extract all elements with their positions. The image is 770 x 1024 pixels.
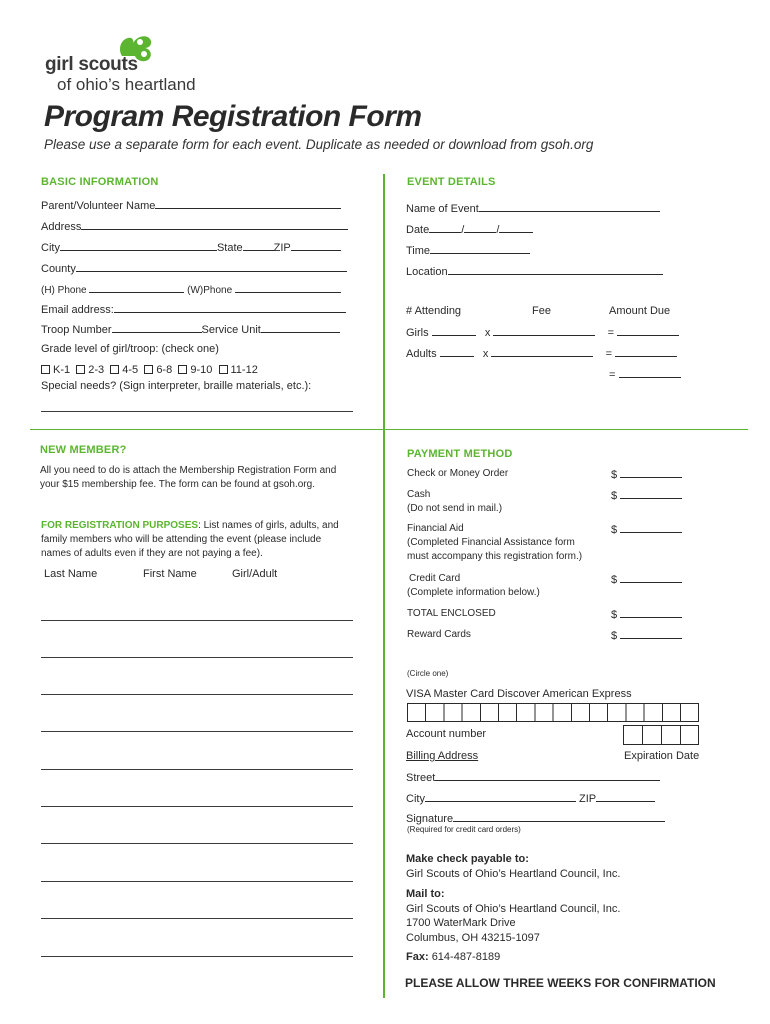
financial-aid-amount-field[interactable]: $	[611, 522, 682, 536]
payment-heading: PAYMENT METHOD	[407, 448, 513, 460]
adults-label: Adults	[406, 348, 437, 360]
financial-aid-label: Financial Aid	[407, 523, 464, 534]
phone-field[interactable]	[41, 282, 341, 296]
total-enclosed-field[interactable]: $	[611, 607, 682, 621]
parent-name-field[interactable]	[41, 198, 341, 212]
event-location-label: Location	[406, 266, 448, 278]
event-location-field[interactable]	[406, 264, 663, 278]
event-time-field[interactable]	[406, 243, 530, 257]
signature-note: (Required for credit card orders)	[407, 825, 521, 834]
card-number-boxes[interactable]	[407, 703, 699, 722]
billing-zip-label: ZIP	[579, 793, 597, 805]
attendee-line[interactable]	[41, 769, 353, 770]
event-name-label: Name of Event	[406, 203, 479, 215]
registration-purposes-text: FOR REGISTRATION PURPOSES: List names of girls, adults, and family members who will be attending the event (please include names of adults even if they are not paying a fee).	[41, 520, 339, 559]
reward-cards-label: Reward Cards	[407, 629, 471, 640]
registration-purposes-bold: FOR REGISTRATION PURPOSES	[41, 520, 199, 531]
expiration-date-label: Expiration Date	[624, 750, 700, 762]
billing-city-zip-field[interactable]	[406, 791, 655, 805]
email-label: Email address:	[41, 304, 114, 316]
signature-label: Signature	[406, 813, 454, 825]
attendee-line[interactable]	[41, 918, 353, 919]
attendee-line[interactable]	[41, 881, 353, 882]
special-needs-line[interactable]	[41, 411, 353, 412]
reward-cards-field[interactable]: $	[611, 628, 682, 642]
city-label: City	[41, 242, 60, 254]
attendee-line[interactable]	[41, 657, 353, 658]
total-amount-row[interactable]: =	[609, 367, 681, 381]
cash-amount-field[interactable]: $	[611, 488, 682, 502]
cash-note: (Do not send in mail.)	[407, 503, 503, 514]
cash-label: Cash	[407, 489, 431, 500]
attendee-line[interactable]	[41, 843, 353, 844]
fax-line	[406, 951, 500, 963]
billing-street-field[interactable]	[406, 770, 660, 784]
event-time-label: Time	[406, 245, 431, 257]
payable-to-label: Make check payable to:	[406, 853, 529, 865]
grade-option-6-8[interactable]: 6-8	[144, 364, 172, 376]
new-member-text-1: All you need to do is attach the Membership Registration Form and	[40, 465, 337, 476]
horizontal-divider	[30, 429, 748, 430]
circle-one-note: (Circle one)	[407, 669, 449, 678]
mail-to-block	[406, 887, 620, 945]
logo-wordmark	[45, 55, 196, 94]
financial-aid-note-2: must accompany this registration form.)	[407, 551, 583, 562]
total-enclosed-label: TOTAL ENCLOSED	[407, 608, 496, 619]
billing-address-label: Billing Address	[406, 750, 479, 762]
event-heading: EVENT DETAILS	[407, 176, 496, 188]
expiration-boxes[interactable]	[623, 725, 699, 745]
new-member-heading: NEW MEMBER?	[40, 444, 127, 456]
check-money-order-label: Check or Money Order	[407, 468, 509, 479]
checkbox-icon	[219, 365, 228, 374]
grade-label: Grade level of girl/troop: (check one)	[41, 343, 219, 355]
confirmation-footer: PLEASE ALLOW THREE WEEKS FOR CONFIRMATION	[405, 976, 716, 990]
girls-row[interactable]: Girls x =	[406, 325, 679, 339]
county-label: County	[41, 263, 76, 275]
state-label: State	[216, 242, 243, 254]
financial-aid-note-1: (Completed Financial Assistance form	[407, 537, 575, 548]
girls-label: Girls	[406, 327, 429, 339]
credit-card-label: Credit Card	[409, 573, 461, 584]
event-name-field[interactable]	[406, 201, 660, 215]
col-last-name: Last Name	[44, 568, 98, 580]
attendee-line[interactable]	[41, 806, 353, 807]
grade-option-k1[interactable]: K-1	[41, 364, 70, 376]
work-phone-label: (W)Phone	[187, 285, 233, 296]
grade-option-4-5[interactable]: 4-5	[110, 364, 138, 376]
county-field[interactable]	[41, 261, 347, 275]
credit-card-note: (Complete information below.)	[407, 587, 540, 598]
zip-label: ZIP	[273, 242, 291, 254]
attending-header: # Attending	[406, 305, 462, 317]
attendee-line[interactable]	[41, 620, 353, 621]
attendee-line[interactable]	[41, 956, 353, 957]
checkbox-icon	[76, 365, 85, 374]
attendee-line[interactable]	[41, 731, 353, 732]
page-title: Program Registration Form	[44, 100, 422, 133]
account-number-label: Account number	[406, 728, 487, 740]
page-subtitle: Please use a separate form for each event. Duplicate as needed or download from gsoh.org	[44, 137, 594, 152]
special-needs-label: Special needs? (Sign interpreter, braille materials, etc.):	[41, 380, 312, 392]
mail-to-line-3: Columbus, OH 43215-1097	[406, 931, 540, 944]
logo-line2: of ohio’s heartland	[57, 75, 196, 94]
adults-row[interactable]: Adults x =	[406, 346, 677, 360]
mail-to-label: Mail to:	[406, 888, 445, 900]
signature-field[interactable]	[406, 811, 665, 825]
grade-option-9-10[interactable]: 9-10	[178, 364, 212, 376]
home-phone-label: (H) Phone	[41, 285, 87, 296]
service-unit-label: Service Unit	[201, 324, 261, 336]
checkbox-icon	[144, 365, 153, 374]
parent-name-label: Parent/Volunteer Name	[41, 200, 156, 212]
troop-label: Troop Number	[41, 324, 112, 336]
amount-due-header: Amount Due	[609, 305, 671, 317]
grade-checkboxes	[41, 364, 258, 376]
city-state-zip-field[interactable]	[41, 240, 341, 254]
event-date-label: Date	[406, 224, 430, 236]
address-label: Address	[41, 221, 82, 233]
checkbox-icon	[178, 365, 187, 374]
fee-header: Fee	[532, 305, 551, 317]
payable-to-value: Girl Scouts of Ohio’s Heartland Council, Inc.	[406, 868, 621, 880]
checkbox-icon	[41, 365, 50, 374]
vertical-divider	[383, 174, 385, 998]
mail-to-line-1: Girl Scouts of Ohio’s Heartland Council, Inc.	[406, 902, 621, 915]
grade-option-2-3[interactable]: 2-3	[76, 364, 104, 376]
billing-city-label: City	[406, 793, 425, 805]
payable-to-block	[406, 852, 620, 882]
fax-value: 614-487-8189	[431, 951, 501, 963]
attendee-line[interactable]	[41, 694, 353, 695]
check-amount-field[interactable]: $	[611, 467, 682, 481]
email-field[interactable]	[41, 302, 346, 316]
col-first-name: First Name	[143, 568, 197, 580]
checkbox-icon	[110, 365, 119, 374]
col-girl-adult: Girl/Adult	[232, 568, 278, 580]
logo-line1: girl scouts	[45, 54, 138, 75]
basic-heading: BASIC INFORMATION	[41, 176, 159, 188]
grade-option-11-12[interactable]: 11-12	[219, 364, 258, 376]
event-date-field[interactable]: Date / /	[406, 222, 533, 236]
credit-card-amount-field[interactable]: $	[611, 572, 682, 586]
card-type-options[interactable]: VISA Master Card Discover American Express	[406, 688, 632, 700]
new-member-text-2: your $15 membership fee. The form can be found at gsoh.org.	[40, 479, 315, 490]
billing-street-label: Street	[406, 772, 436, 784]
address-field[interactable]	[41, 219, 348, 233]
fax-label: Fax:	[406, 951, 429, 963]
mail-to-line-2: 1700 WaterMark Drive	[406, 917, 516, 929]
troop-service-field[interactable]	[41, 322, 340, 336]
